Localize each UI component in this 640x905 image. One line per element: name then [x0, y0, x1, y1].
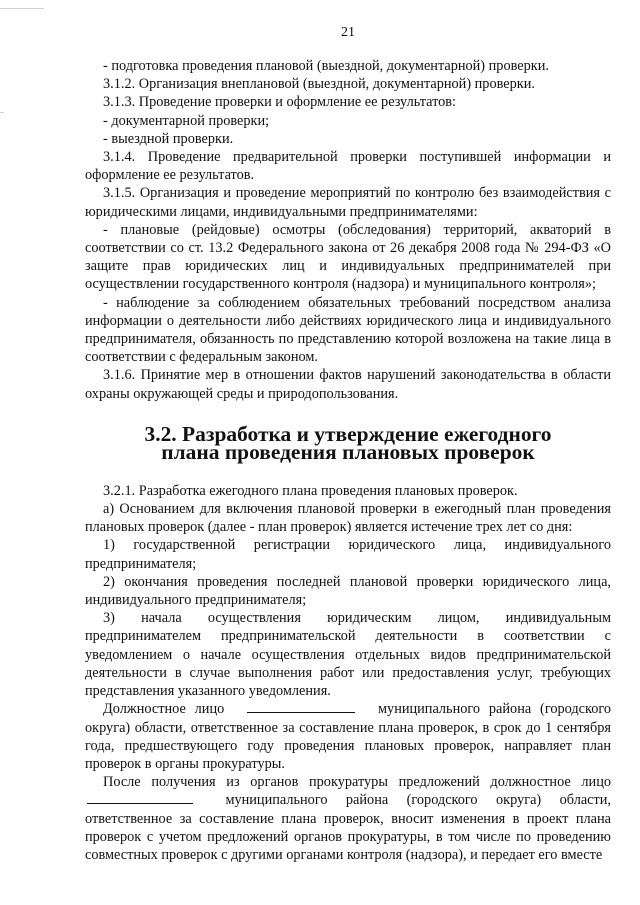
- section-title-line-1: 3.2. Разработка и утверждение ежегодного: [144, 421, 552, 446]
- paragraph-official-sends-plan: [85, 700, 611, 773]
- section-3-2-body: [85, 482, 611, 864]
- scan-corner-mark: [0, 0, 44, 9]
- paragraph-documentary-check: - документарной проверки;: [103, 112, 270, 129]
- paragraph-raid-inspections: - плановые (рейдовые) осмотры (обследования) территорий, акваторий в соответствии со ст. 13.2 Федерального закона от 26 декабря 2008 года № 294-ФЗ «О защите прав юридических лиц и индивидуальных предпринимателей при осуществлении государственного контроля (надзора) и муниципального контроля»;: [85, 221, 611, 293]
- paragraph-after-prosecutor: [85, 773, 611, 864]
- paragraph-observation: - наблюдение за соблюдением обязательных требований посредством анализа информации о деятельности либо действиях юридического лица и индивидуального предпринимателя, обязанность по представлению которой возложена на такие лица в соответствии с федеральным законом.: [85, 294, 611, 366]
- paragraph-item-1: 1) государственной регистрации юридического лица, индивидуального предпринимателя;: [85, 537, 611, 572]
- paragraph-3-2-1: 3.2.1. Разработка ежегодного плана проведения плановых проверок.: [103, 482, 518, 499]
- official-sends-plan-rest: муниципального района (городского округа) области, ответственное за составление плана проверок, в срок до 1 сентября года, предшествующего году проведения плановых проверок, направляет план проверок в органы прокуратуры.: [85, 701, 612, 772]
- paragraph-3-1-5: 3.1.5. Организация и проведение мероприятий по контролю без взаимодействия с юридическими лицами, индивидуальными предпринимателями:: [85, 185, 611, 220]
- paragraph-basis-a: а) Основанием для включения плановой проверки в ежегодный план проведения плановых проверок (далее - план проверок) является истечение трех лет со дня:: [85, 501, 611, 536]
- section-3-1-list: [85, 57, 611, 403]
- page-number: 21: [341, 25, 355, 40]
- paragraph-3-1-2: 3.1.2. Организация внеплановой (выездной, документарной) проверки.: [103, 76, 535, 93]
- paragraph-3-1-6: 3.1.6. Принятие мер в отношении фактов нарушений законодательства в области охраны окружающей среды и природопользования.: [85, 367, 611, 402]
- paragraph-field-check: - выездной проверки.: [103, 130, 234, 147]
- paragraph-item-2: 2) окончания проведения последней плановой проверки юридического лица, индивидуального предпринимателя;: [85, 573, 611, 609]
- paragraph-item-3: 3) начала осуществления юридическим лицом, индивидуальным предпринимателем предпринимательской деятельности в соответствии с уведомлением о начале осуществления отдельных видов предпринимательской деятельности в случае выполнения работ или предоставления услуг, требующих представления указанного уведомления.: [85, 610, 611, 700]
- after-prosecutor-lead: После получения из органов прокуратуры предложений должностное лицо: [103, 774, 611, 791]
- blank-field-official-name-2: [87, 803, 193, 804]
- scan-margin-mark: [0, 112, 4, 113]
- paragraph-3-1-4: 3.1.4. Проведение предварительной проверки поступившей информации и оформление ее результатов.: [85, 149, 611, 184]
- section-title-3-2: [85, 421, 611, 465]
- section-title-line-2: плана проведения плановых проверок: [161, 440, 535, 465]
- paragraph-prep-planned-check: - подготовка проведения плановой (выездной, документарной) проверки.: [103, 58, 549, 74]
- after-prosecutor-rest: муниципального района (городского округа) области, ответственное за составление плана проверок, вносит изменения в проект плана проверок с учетом предложений органов прокуратуры, в том числе по проведению совместных проверок с другими органами контроля (надзора), и передает его вместе: [85, 792, 611, 863]
- document-page: [85, 25, 611, 864]
- blank-field-official-name: [247, 712, 355, 713]
- paragraph-3-1-3: 3.1.3. Проведение проверки и оформление ее результатов:: [103, 94, 457, 111]
- official-sends-plan-lead: Должностное лицо: [103, 701, 225, 718]
